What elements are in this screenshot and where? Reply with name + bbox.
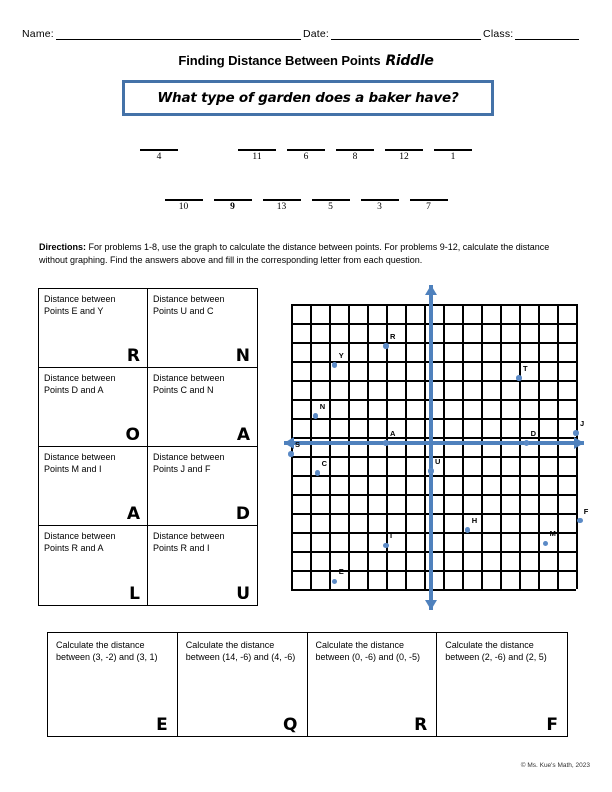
grid-line-horizontal [291,532,576,534]
answer-blank-line [287,140,325,151]
page-title-main: Finding Distance Between Points [178,53,381,68]
answer-blank-number: 4 [156,152,162,162]
answer-blank[interactable] [383,140,426,162]
name-blank-line[interactable] [56,28,301,40]
answer-blank-line [263,190,301,201]
answer-blank[interactable] [260,190,303,212]
problem-question: Distance between Points R and I [153,531,225,553]
grid-line-horizontal [291,342,576,344]
graph-point-label: N [319,402,326,412]
answer-blank[interactable] [358,190,401,212]
calculate-question: Calculate the distance between (14, -6) and (4, -6) [185,640,296,662]
answer-blanks-row-1 [0,140,612,162]
grid-line-vertical [310,304,312,589]
graph-point [573,430,579,436]
directions-text: For problems 1-8, use the graph to calculate the distance between points. For problems 9-12, calculate the distance without graphing. Find the answers above and fill in the corresponding letter from each question. [39,242,550,265]
problem-question: Distance between Points C and N [153,373,225,395]
answer-blank[interactable] [334,140,377,162]
graph-point [383,343,389,349]
calculate-cell [178,633,308,736]
graph-point [383,543,389,549]
answer-blank-gap [187,140,230,150]
grid-line-vertical [424,304,426,589]
answer-blank-line [336,140,374,151]
answer-blank-number: 13 [276,202,287,212]
grid-line-horizontal [291,494,576,496]
graph-point-label: S [295,440,301,450]
graph-grid [291,304,576,589]
answer-blanks-row-2 [0,190,612,212]
riddle-box [122,80,494,116]
graph-point-label: H [471,516,478,526]
axis-arrow-up-icon [425,285,437,295]
answer-blank-number: 1 [450,152,456,162]
answer-blank-line [385,140,423,151]
grid-line-horizontal [291,399,576,401]
graph-point-label: C [321,459,328,469]
answer-blank[interactable] [309,190,352,212]
problem-cell [39,289,148,368]
calculate-answer-letter: R [414,715,428,735]
problem-cell [148,368,257,447]
grid-line-vertical [329,304,331,589]
grid-line-vertical [481,304,483,589]
copyright-footer: © Ms. Kue's Math, 2023 [520,762,590,769]
problem-answer-letter: U [236,584,250,604]
problem-answer-letter: O [125,425,140,445]
axis-arrow-down-icon [425,600,437,610]
calculate-answer-letter: F [546,715,558,735]
page-title [0,52,612,70]
problem-cell [148,526,257,605]
grid-line-horizontal [291,570,576,572]
grid-line-horizontal [291,380,576,382]
answer-blank-line [312,190,350,201]
graph-point-label: I [390,531,393,541]
problem-cell [148,289,257,368]
grid-line-vertical [405,304,407,589]
graph-problems-table [38,288,258,606]
student-info-header [22,28,588,40]
grid-line-vertical [519,304,521,589]
graph-point [577,518,583,524]
problem-cell [39,526,148,605]
answer-blank[interactable] [211,190,254,212]
problem-question: Distance between Points J and F [153,452,225,474]
answer-blank-line [410,190,448,201]
answer-blank-number: 10 [178,202,189,212]
grid-line-horizontal [291,551,576,553]
problem-answer-letter: L [129,584,140,604]
answer-blank[interactable] [432,140,475,162]
riddle-question: What type of garden does a baker have? [157,90,459,106]
graph-point [332,362,338,368]
calculate-question: Calculate the distance between (0, -6) and (0, -5) [315,640,421,662]
problem-cell [148,447,257,526]
graph-point-label: J [580,419,585,429]
answer-blank-number: 9 [230,202,235,212]
graph-point-label: D [530,429,537,439]
directions-label: Directions: [39,242,87,252]
answer-blank[interactable] [162,190,205,212]
graph-point [288,451,294,457]
x-axis [284,441,584,444]
answer-blank-line [361,190,399,201]
answer-blank[interactable] [285,140,328,162]
axis-arrow-left-icon [284,437,294,449]
calculate-answer-letter: Q [283,715,298,735]
grid-line-vertical [462,304,464,589]
answer-blank-number: 12 [399,152,409,162]
problem-question: Distance between Points E and Y [44,294,116,316]
calculate-question: Calculate the distance between (3, -2) and (3, 1) [56,640,158,662]
answer-blank-number: 11 [252,152,262,162]
graph-point [383,440,389,446]
answer-blank-line [189,140,227,149]
answer-blank-number: 5 [328,202,333,212]
graph-point-label: F [583,506,589,516]
answer-blank-number: 8 [352,152,358,162]
grid-line-vertical [557,304,559,589]
coordinate-graph [284,285,589,610]
directions [39,241,569,266]
answer-blank-line [238,140,276,151]
answer-blank[interactable] [236,140,279,162]
grid-line-horizontal [291,475,576,477]
problem-answer-letter: R [126,346,140,366]
answer-blank-number: 3 [377,202,382,212]
calculate-question: Calculate the distance between (2, -6) and (2, 5) [445,640,547,662]
problem-cell [39,368,148,447]
graph-point-label: A [390,429,396,439]
answer-blank[interactable] [138,140,181,162]
graph-point-label: U [435,457,441,467]
grid-line-horizontal [291,513,576,515]
page-title-riddle-word: Riddle [385,53,434,69]
calculate-answer-letter: E [156,715,168,735]
answer-blank-line [165,190,203,201]
graph-point-label: Y [338,350,344,360]
problem-question: Distance between Points D and A [44,373,116,395]
problem-answer-letter: N [235,346,250,366]
date-label: Date: [302,28,330,40]
answer-blank-line [434,140,472,151]
problem-question: Distance between Points M and I [44,452,116,474]
answer-blank[interactable] [407,190,450,212]
grid-line-horizontal [291,418,576,420]
graph-point-label: T [523,364,528,374]
grid-line-vertical [500,304,502,589]
grid-line-vertical [538,304,540,589]
calculate-cell [308,633,438,736]
calculate-cell [48,633,178,736]
grid-line-vertical [348,304,350,589]
answer-blank-number: 6 [303,152,309,162]
graph-point [428,468,434,474]
graph-point-label: R [390,331,396,341]
graph-point [516,375,522,381]
problem-question: Distance between Points R and A [44,531,116,553]
problem-answer-letter: D [235,504,250,524]
y-axis [429,285,432,610]
calculate-problems-table [47,632,568,737]
date-blank-line[interactable] [331,28,481,40]
problem-answer-letter: A [126,504,140,524]
grid-line-horizontal [291,456,576,458]
grid-line-horizontal [291,323,576,325]
grid-line-vertical [367,304,369,589]
graph-point-label: M [549,529,556,539]
answer-blank-line [140,140,178,151]
answer-blank-line [214,190,252,201]
grid-line-horizontal [291,589,576,591]
axis-arrow-right-icon [574,437,584,449]
problem-answer-letter: A [236,425,250,445]
problem-question: Distance between Points U and C [153,294,225,316]
grid-line-vertical [443,304,445,589]
name-label: Name: [22,28,54,40]
graph-point-label: E [338,567,344,577]
class-label: Class: [483,28,514,40]
problem-cell [39,447,148,526]
answer-blank-number: 7 [426,202,431,212]
class-blank-line[interactable] [515,28,579,40]
calculate-cell [437,633,567,736]
grid-line-horizontal [291,304,576,306]
